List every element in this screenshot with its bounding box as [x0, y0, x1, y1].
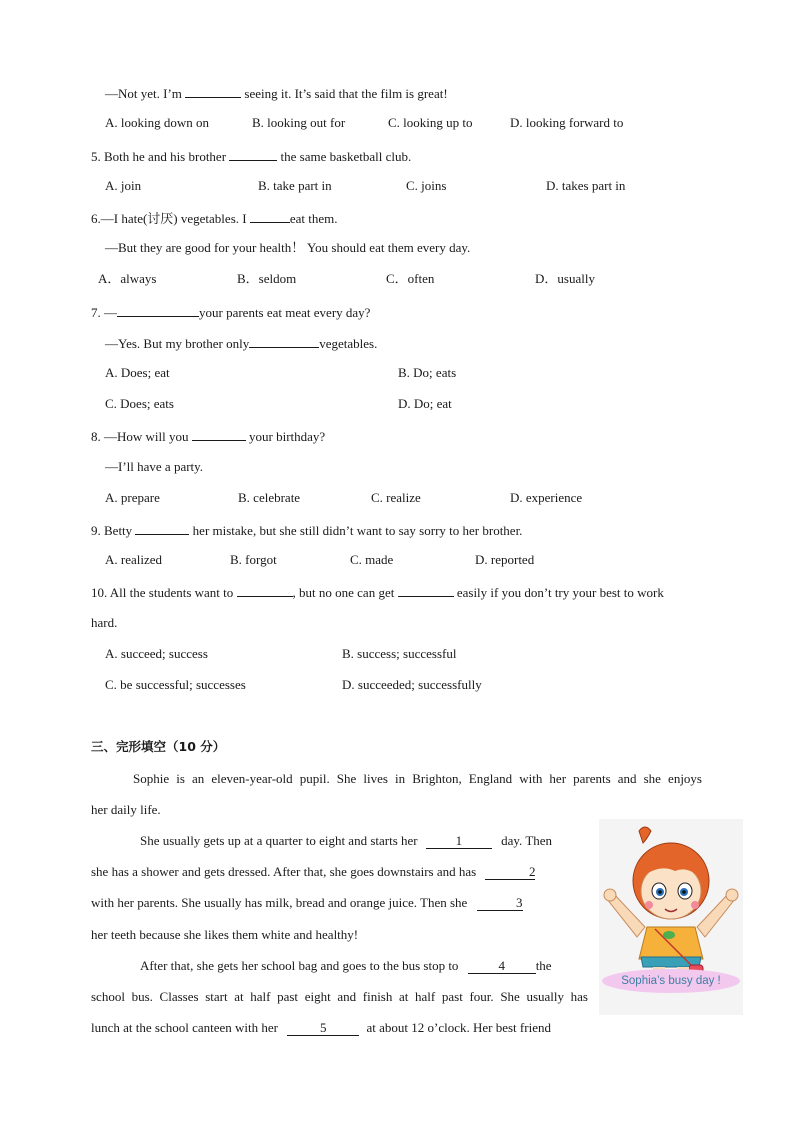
q7-reply-blank	[249, 334, 319, 348]
q10-blank-2	[398, 583, 454, 597]
q7-reply: —Yes. But my brother only vegetables.	[105, 336, 378, 351]
blank-1: 1	[426, 834, 492, 849]
q6-option-a: A．always	[98, 271, 157, 286]
q10-option-d: D. succeeded; successfully	[342, 677, 482, 692]
figure-caption: Sophia’s busy day !	[602, 969, 740, 993]
q6-option-c: C．often	[386, 271, 435, 286]
q8-option-a: A. prepare	[105, 490, 160, 505]
passage-p3-line3: lunch at the school canteen with her 5 at about 12 o’clock. Her best friend	[91, 1020, 551, 1035]
q10-stem: 10. All the students want to , but no one can get easily if you don’t try your best to work	[91, 585, 664, 600]
passage-p1-line2: her daily life.	[91, 802, 161, 817]
q5-option-c: C. joins	[406, 178, 447, 193]
q9-option-b: B. forgot	[230, 552, 277, 567]
q10-blank-1	[237, 583, 293, 597]
q10-option-b: B. success; successful	[342, 646, 457, 661]
q4-option-c: C. looking up to	[388, 115, 473, 130]
q7-blank	[117, 303, 199, 317]
q7-stem: 7. — your parents eat meat every day?	[91, 305, 371, 320]
q7-option-d: D. Do; eat	[398, 396, 452, 411]
q6-blank	[250, 209, 290, 223]
q8-option-c: C. realize	[371, 490, 421, 505]
q10-option-c: C. be successful; successes	[105, 677, 246, 692]
q7-option-c: C. Does; eats	[105, 396, 174, 411]
q4-blank	[185, 84, 241, 98]
q8-option-d: D. experience	[510, 490, 583, 505]
q5-stem: 5. Both he and his brother the same basketball club.	[91, 149, 412, 164]
q4-dialog: —Not yet. I’m seeing it. It’s said that the film is great!	[105, 86, 448, 101]
q7-option-a: A. Does; eat	[105, 365, 170, 380]
passage-p3-line1: After that, she gets her school bag and goes to the bus stop to 4 the	[140, 958, 552, 973]
q9-option-a: A. realized	[105, 552, 163, 567]
q8-blank	[192, 427, 246, 441]
blank-5: 5	[287, 1021, 359, 1036]
passage-p2-line2: she has a shower and gets dressed. After that, she goes downstairs and has 2	[91, 864, 536, 879]
passage-p3-line2: school bus. Classes start at half past eight and finish at half past four. She usually has	[91, 989, 588, 1004]
q5-option-b: B. take part in	[258, 178, 332, 193]
blank-4: 4	[468, 959, 536, 974]
passage-p2-line1: She usually gets up at a quarter to eight and starts her 1 day. Then	[140, 833, 553, 848]
q10-option-a: A. succeed; success	[105, 646, 208, 661]
q4-option-a: A. looking down on	[105, 115, 209, 130]
q7-option-b: B. Do; eats	[398, 365, 457, 380]
q6-reply: —But they are good for your health！ You should eat them every day.	[105, 240, 471, 255]
q5-blank	[229, 147, 277, 161]
q6-stem: 6.—I hate(讨厌) vegetables. I eat them.	[91, 211, 338, 226]
q4-option-b: B. looking out for	[252, 115, 346, 130]
q9-option-d: D. reported	[475, 552, 535, 567]
passage-p1-line1: Sophie is an eleven-year-old pupil. She lives in Brighton, England with her parents and she enjoys	[133, 771, 702, 786]
q10-stem-cont: hard.	[91, 615, 118, 630]
blank-2: 2	[485, 865, 535, 880]
passage-p2-line4: her teeth because she likes them white and healthy!	[91, 927, 359, 942]
q9-blank	[135, 521, 189, 535]
q8-option-b: B. celebrate	[238, 490, 301, 505]
q5-option-a: A. join	[105, 178, 142, 193]
q9-option-c: C. made	[350, 552, 394, 567]
q4-option-d: D. looking forward to	[510, 115, 624, 130]
q6-option-d: D．usually	[535, 271, 595, 286]
blank-3: 3	[477, 896, 523, 911]
section-3-title: 三、完形填空（10 分）	[91, 739, 226, 754]
q9-stem: 9. Betty her mistake, but she still didn’t want to say sorry to her brother.	[91, 523, 523, 538]
q6-option-b: B．seldom	[237, 271, 297, 286]
q8-stem: 8. —How will you your birthday?	[91, 429, 326, 444]
q8-reply: —I’ll have a party.	[105, 459, 204, 474]
passage-p2-line3: with her parents. She usually has milk, bread and orange juice. Then she 3	[91, 895, 523, 910]
q5-option-d: D. takes part in	[546, 178, 626, 193]
